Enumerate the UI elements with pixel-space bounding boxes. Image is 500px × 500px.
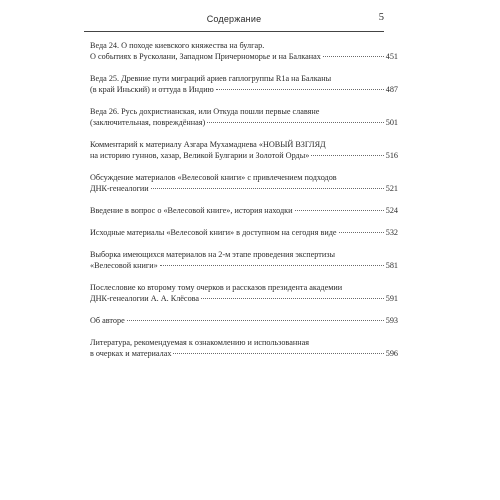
toc-page-number: 516 [385,151,398,160]
toc-entry-title-line: Послесловие ко второму тому очерков и рассказов президента академии [90,283,343,292]
dot-leader [207,122,383,123]
toc-entry-last-line [90,183,398,194]
toc-entry-last-line [90,227,398,238]
dot-leader [173,353,383,354]
toc-entry-title-line: Выборка имеющихся материалов на 2-м этапе проведения экспертизы [90,250,335,259]
toc-entry-last-line [90,260,398,271]
toc-entry [90,249,398,271]
toc-entry-title-line: О событиях в Русколани, Западном Причерноморье и на Балканах [90,52,321,61]
toc-entry-title-line: ДНК-генеалогии А. А. Клёсова [90,294,200,303]
toc-entry [90,172,398,194]
toc-page-number: 532 [385,228,398,237]
dot-leader [323,56,384,57]
toc-entry-last-line [90,293,398,304]
toc-page-number: 487 [385,85,398,94]
toc-entry-title-line: Исходные материалы «Велесовой книги» в доступном на сегодня виде [90,228,337,237]
toc-entry-last-line [90,205,398,216]
toc-entry-title-line: Обсуждение материалов «Велесовой книги» с привлечением подходов [90,173,337,182]
toc-entry-last-line [90,150,398,161]
dot-leader [216,89,384,90]
toc-entry-title-line: ДНК-генеалогии [90,184,149,193]
toc-entry-title-line: «Велесовой книги» [90,261,158,270]
toc-entry-title-line: Веда 26. Русь дохристианская, или Откуда пошли первые славяне [90,107,320,116]
toc-entry-title-line: Веда 24. О походе киевского княжества на булгар. [90,41,265,50]
toc-entry [90,73,398,95]
dot-leader [151,188,384,189]
toc-entry-last-line [90,51,398,62]
toc-entry-last-line [90,84,398,95]
toc-entry [90,139,398,161]
toc-entry-last-line [90,315,398,326]
toc-entry-title-line: Введение в вопрос о «Велесовой книге», история находки [90,206,293,215]
toc-entry-last-line [90,117,398,128]
dot-leader [127,320,384,321]
dot-leader [311,155,383,156]
toc-entry-title-line: (заключительная, повреждённая) [90,118,206,127]
toc-entry-title-line: на историю гуннов, хазар, Великой Булгарии и Золотой Орды» [90,151,310,160]
toc-entry-title-line: Комментарий к материалу Азгара Мухамаднева «НОВЫЙ ВЗГЛЯД [90,140,326,149]
toc-entry [90,282,398,304]
toc-entry [90,315,398,326]
toc-page-number: 451 [385,52,398,61]
toc-entry-title-line: Об авторе [90,316,125,325]
toc-entry-title-line: Веда 25. Древние пути миграций ариев гаплогруппы R1a на Балканы [90,74,332,83]
table-of-contents [90,40,398,370]
toc-page-number: 501 [385,118,398,127]
toc-page-number: 521 [385,184,398,193]
header-page-number: 5 [378,12,384,23]
running-header [84,10,384,32]
toc-entry [90,205,398,216]
dot-leader [160,265,384,266]
toc-entry [90,337,398,359]
dot-leader [339,232,384,233]
toc-entry-title-line: Литература, рекомендуемая к ознакомлению и использованная [90,338,309,347]
toc-page-number: 593 [385,316,398,325]
header-title: Содержание [206,14,262,24]
toc-page-number: 591 [385,294,398,303]
toc-page-number: 524 [385,206,398,215]
dot-leader [201,298,384,299]
toc-entry [90,106,398,128]
toc-page-number: 581 [385,261,398,270]
toc-entry-title-line: в очерках и материалах [90,349,172,358]
toc-entry-title-line: (в край Иньский) и оттуда в Индию [90,85,214,94]
toc-page-number: 596 [385,349,398,358]
dot-leader [295,210,384,211]
toc-entry-last-line [90,348,398,359]
toc-entry [90,40,398,62]
toc-entry [90,227,398,238]
